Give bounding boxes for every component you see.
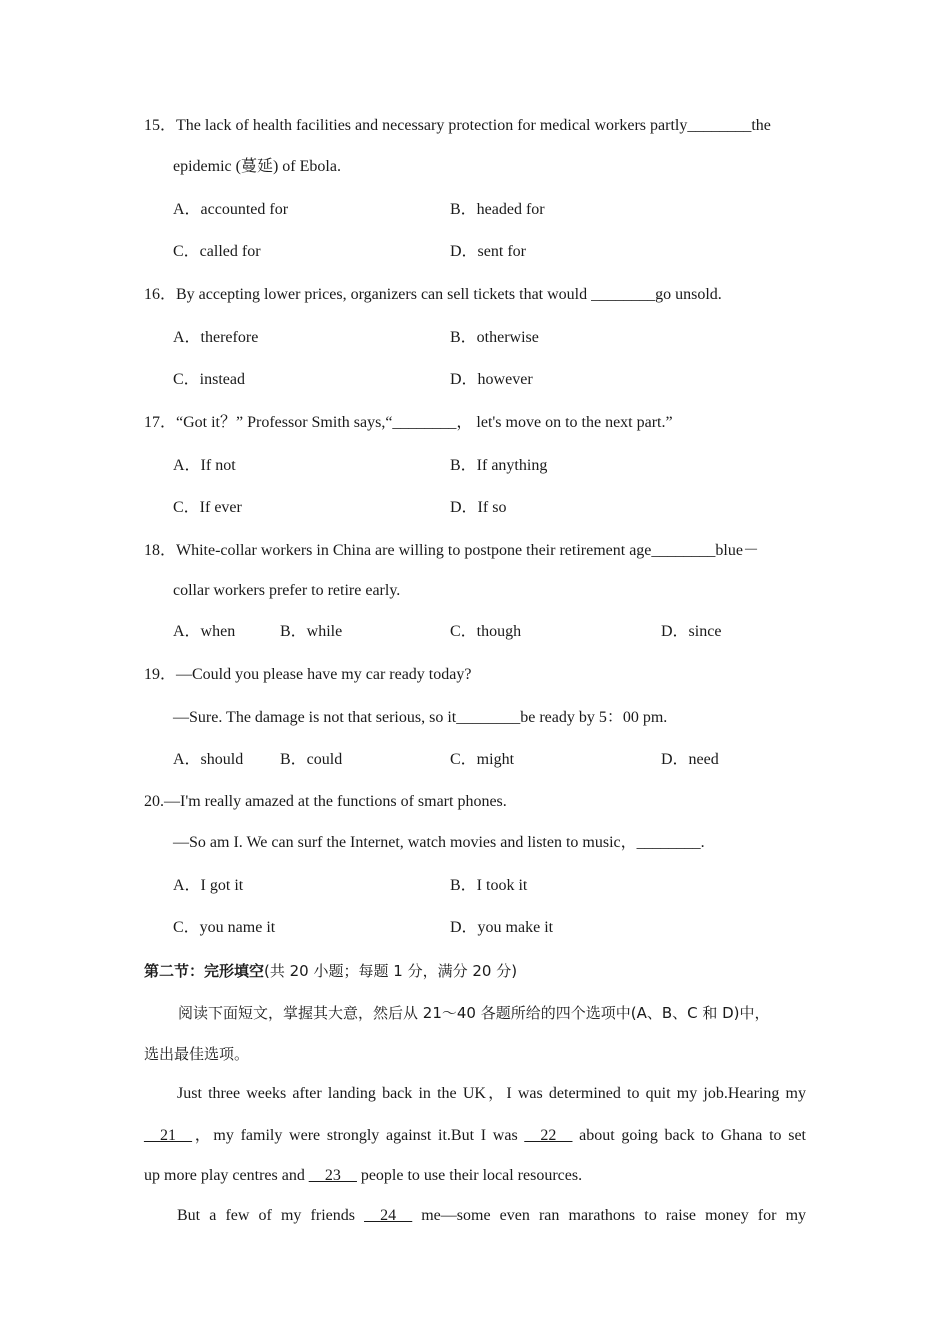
passage-text: me—some even ran marathons to raise money for my	[421, 1207, 807, 1224]
section2-note: (共 20 小题；每题 1 分，满分 20 分)	[264, 962, 518, 980]
passage-text: ，my family were strongly against it.But I was	[192, 1127, 518, 1144]
section2-heading	[144, 961, 517, 982]
q17-option-c: C．If ever	[173, 499, 242, 516]
q16-option-b: B．otherwise	[450, 329, 539, 346]
section2-instructions-line2: 选出最佳选项。	[144, 1045, 250, 1063]
q20-option-a: A．I got it	[173, 877, 244, 894]
passage-text: up more play centres and	[144, 1167, 305, 1184]
passage-p1-line2	[144, 1126, 806, 1146]
q16-option-a: A．therefore	[173, 329, 259, 346]
q16-option-c: C．instead	[173, 371, 245, 388]
q18-option-a: A．when	[173, 623, 236, 640]
q15-stem-line1: 15．The lack of health facilities and necessary protection for medical workers partly________the	[144, 117, 771, 134]
q16-option-d: D．however	[450, 371, 533, 388]
passage-p1-line3	[144, 1166, 582, 1186]
passage-p1-line1: Just three weeks after landing back in the UK，I was determined to quit my job.Hearing my	[177, 1085, 806, 1102]
passage-text: But a few of my friends	[177, 1207, 355, 1224]
q18-stem-line1: 18．White-collar workers in China are willing to postpone their retirement age________blue－	[144, 542, 759, 559]
blank-22[interactable]: __22__	[524, 1127, 573, 1144]
q18-option-b: B．while	[280, 623, 343, 640]
q15-option-d: D．sent for	[450, 243, 526, 260]
passage-text: people to use their local resources.	[360, 1167, 583, 1184]
passage-p2-line1	[177, 1206, 806, 1226]
section2-instructions-line1: 阅读下面短文，掌握其大意，然后从 21～40 各题所给的四个选项中(A、B、C 和 D)中，	[178, 1004, 770, 1022]
q20-option-c: C．you name it	[173, 919, 276, 936]
blank-23[interactable]: __23__	[308, 1167, 357, 1184]
q18-option-d: D．since	[661, 623, 722, 640]
blank-24[interactable]: __24__	[364, 1207, 413, 1224]
q20-option-d: D．you make it	[450, 919, 554, 936]
q15-option-a: A．accounted for	[173, 201, 289, 218]
q15-option-b: B．headed for	[450, 201, 545, 218]
passage-text: about going back to Ghana to set	[579, 1127, 807, 1144]
q17-stem: 17．“Got it？” Professor Smith says,“________， let's move on to the next part.”	[144, 414, 673, 431]
q20-option-b: B．I took it	[450, 877, 528, 894]
q18-stem-line2: collar workers prefer to retire early.	[173, 582, 401, 599]
q20-stem-line2: —So am I. We can surf the Internet, watch movies and listen to music，________.	[173, 834, 705, 851]
q19-stem-line2: —Sure. The damage is not that serious, so it________be ready by 5：00 pm.	[173, 709, 668, 726]
q19-option-a: A．should	[173, 751, 244, 768]
q19-stem-line1: 19．—Could you please have my car ready today?	[144, 666, 472, 683]
q19-option-c: C．might	[450, 751, 515, 768]
q15-option-c: C．called for	[173, 243, 261, 260]
q17-option-b: B．If anything	[450, 457, 548, 474]
section2-title: 第二节：完形填空	[144, 962, 265, 980]
q15-stem-line2: epidemic (蔓延) of Ebola.	[173, 158, 341, 175]
q18-option-c: C．though	[450, 623, 522, 640]
q19-option-b: B．could	[280, 751, 343, 768]
q19-option-d: D．need	[661, 751, 719, 768]
q20-stem-line1: 20.—I'm really amazed at the functions of smart phones.	[144, 793, 507, 810]
q16-stem: 16．By accepting lower prices, organizers can sell tickets that would ________go unsold.	[144, 286, 722, 303]
q17-option-d: D．If so	[450, 499, 507, 516]
q17-option-a: A．If not	[173, 457, 236, 474]
blank-21[interactable]: __21__	[144, 1127, 192, 1144]
